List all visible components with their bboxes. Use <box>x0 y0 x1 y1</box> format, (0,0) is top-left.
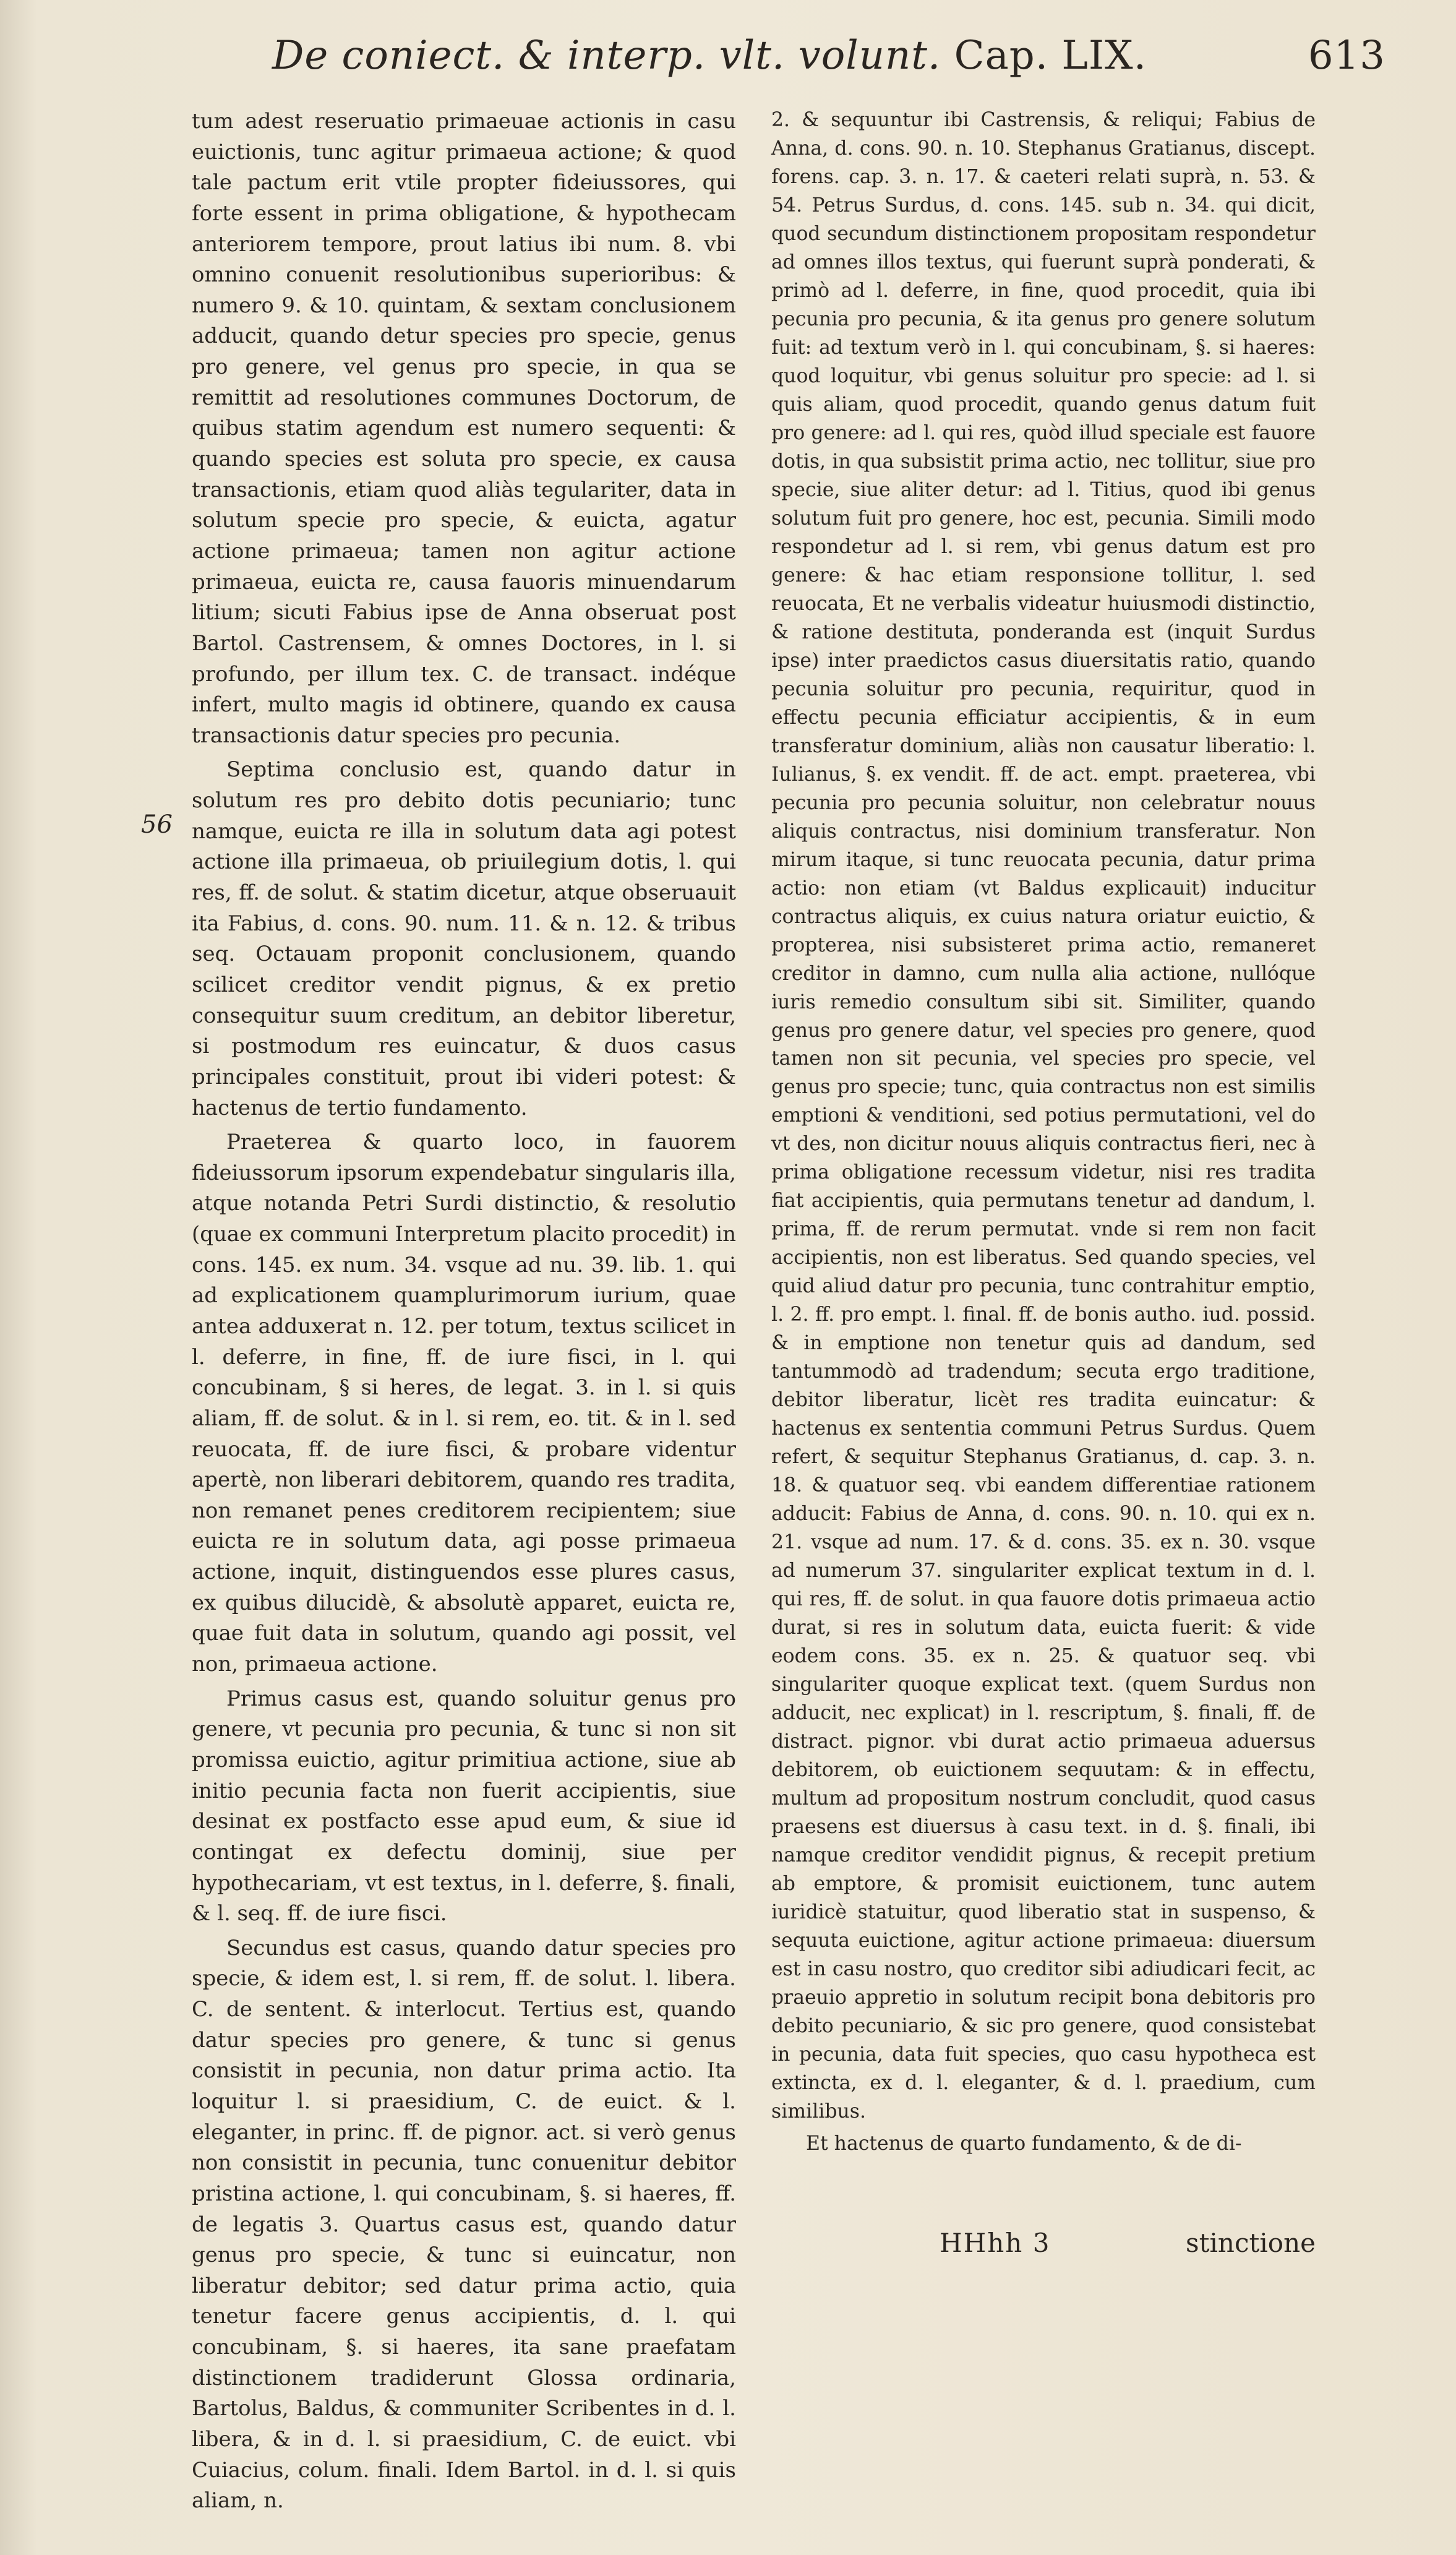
left-column <box>192 106 736 2520</box>
paragraph: Praeterea & quarto loco, in fauorem fideiussorum ipsorum expendebatur singularis illa, atque notanda Petri Surdi distinctio, & resolutio (quae ex communi Interpretum placito procedit) in cons. 145. ex num. 34. vsque ad nu. 39. lib. 1. qui ad explicationem quamplurimorum iurium, quae antea adduxerat n. 12. per totum, textus scilicet in l. deferre, in fine, ff. de iure fisci, in l. qui concubinam, § si heres, de legat. 3. in l. si quis aliam, ff. de solut. & in l. si rem, eo. tit. & in l. sed reuocata, ff. de iure fisci, & probare videntur apertè, non liberari debitorem, quando res tradita, non remanet penes creditorem recipientem; siue euicta re in solutum data, agi posse primaeua actione, inquit, distinguendos esse plures casus, ex quibus dilucidè, & absolutè apparet, euicta re, quae fuit data in solutum, quando agi possit, vel non, primaeua actione. <box>192 1130 736 1677</box>
header-title-text: De coniect. & interp. vlt. volunt. <box>272 33 941 79</box>
chapter-label: Cap. LIX. <box>954 33 1147 79</box>
paragraph: Et hactenus de quarto fundamento, & de di- <box>806 2132 1242 2155</box>
running-title <box>272 25 1147 87</box>
paragraph: 2. & sequuntur ibi Castrensis, & reliqui; Fabius de Anna, d. cons. 90. n. 10. Stephanus Gratianus, discept. forens. cap. 3. n. 17. & caeteri relati suprà, n. 53. & 54. Petrus Surdus, d. cons. 145. sub n. 34. qui dicit, quod secundum distinctionem propositam respondetur ad omnes illos textus, qui fuerunt suprà ponderati, & primò ad l. deferre, in fine, quod procedit, quia ibi pecunia pro pecunia, & ita genus pro genere solutum fuit: ad textum verò in l. qui concubinam, §. si haeres: quod loquitur, vbi genus soluitur pro specie: ad l. si quis aliam, quod procedit, quando genus datum fuit pro genere: ad l. qui res, quòd illud speciale est fauore dotis, in qua subsistit prima actio, nec tollitur, siue pro specie, siue aliter detur: ad l. Titius, quod ibi genus solutum fuit pro genere, hoc est, pecunia. Simili modo respondetur ad l. si rem, vbi genus datum est pro genere: & hac etiam responsione tollitur, l. sed reuocata, Et ne verbalis videatur huiusmodi distinctio, & ratione destituta, ponderanda est (inquit Surdus ipse) inter praedictos casus diuersitatis ratio, quando pecunia soluitur pro pecunia, requiritur, quod in effectu pecunia efficiatur accipientis, & in eum transferatur dominium, aliàs non causatur liberatio: l. Iulianus, §. ex vendit. ff. de act. empt. praeterea, vbi pecunia pro pecunia soluitur, non celebratur nouus aliquis contractus, nisi dominium transferatur. Non mirum itaque, si tunc reuocata pecunia, datur prima actio: non etiam (vt Baldus explicauit) inducitur contractus aliquis, ex cuius natura oriatur euictio, & propterea, nisi subsisteret prima actio, remaneret creditor in damno, cum nulla alia actione, nullóque iuris remedio consultum sibi sit. Similiter, quando genus pro genere datur, vel species pro genere, quod tamen non sit pecunia, vel species pro specie, vel genus pro specie; tunc, quia contractus non est similis emptioni & venditioni, sed potius permutationi, vel do vt des, non dicitur nouus aliquis contractus fieri, nec à prima obligatione recessum videtur, nisi res tradita fiat accipientis, quia permutans tenetur ad dandum, l. prima, ff. de rerum permutat. vnde si rem non facit accipientis, non est liberatus. Sed quando species, vel quid aliud datur pro pecunia, tunc contrahitur emptio, l. 2. ff. pro empt. l. final. ff. de bonis autho. iud. possid. & in emptione non tenetur quis ad dandum, sed tantummodò ad tradendum; secuta ergo traditione, debitor liberatur, licèt res tradita euincatur: & hactenus ex sententia communi Petrus Surdus. Quem refert, & sequitur Stephanus Gratianus, d. cap. 3. n. 18. & quatuor seq. vbi eandem differentiae rationem adducit: Fabius de Anna, d. cons. 90. n. 10. qui ex n. 21. vsque ad num. 17. & d. cons. 35. ex n. 30. vsque ad numerum 37. singulariter explicat textum in d. l. qui res, ff. de solut. in qua fauore dotis primaeua actio durat, si res in solutum data, euicta fuerit: & vide eodem cons. 35. ex n. 25. & quatuor seq. vbi singulariter quoque explicat text. (quem Surdus non adducit, nec explicat) in l. rescriptum, §. finali, ff. de distract. pignor. vbi durat actio primaeua aduersus debitorem, ob euictionem sequutam: & in effectu, multum ad propositum nostrum concludit, quod casus praesens est diuersus à casu text. in d. §. finali, ibi namque creditor vendidit pignus, & recepit pretium ab emptore, & promisit euictionem, tunc autem iuridicè statuitur, quod liberatio stat in suspenso, & sequuta euictione, agitur actione primaeua: diuersum est in casu nostro, quo creditor sibi adiudicari fecit, ac praeuio appretio in solutum recipit bona debitoris pro debito pecuniario, & sic pro genere, quod consistebat in pecunia, data fuit species, quo casu hypotheca est extincta, ex d. l. eleganter, & d. l. praedium, cum similibus. <box>771 109 1316 2123</box>
right-column <box>771 106 1316 2162</box>
signature-mark: HHhh 3 <box>940 2228 1051 2258</box>
running-header <box>272 25 1385 87</box>
paragraph: Septima conclusio est, quando datur in solutum res pro debito dotis pecuniario; tunc namque, euicta re illa in solutum data agi potest actione illa primaeua, ob priuilegium dotis, l. qui res, ff. de solut. & statim dicetur, atque obseruauit ita Fabius, d. cons. 90. num. 11. & n. 12. & tribus seq. Octauam proponit conclusionem, quando scilicet creditor vendit pignus, & ex pretio consequitur suum creditum, an debitor liberetur, si postmodum res euincatur, & duos casus principales constituit, prout ibi videri potest: & hactenus de tertio fundamento. <box>192 757 736 1120</box>
page-number: 613 <box>1308 33 1385 79</box>
paragraph: tum adest reseruatio primaeuae actionis in casu euictionis, tunc agitur primaeua actione; & quod tale pactum erit vtile propter fideiussores, qui forte essent in prima obligatione, & hypothecam anteriorem tempore, prout latius ibi num. 8. vbi omnino conuenit resolutionibus superioribus: & numero 9. & 10. quintam, & sextam conclusionem adducit, quando detur species pro specie, genus pro genere, vel genus pro specie, in qua se remittit ad resolutiones communes Doctorum, de quibus statim agendum est numero sequenti: & quando species est soluta pro specie, ex causa transactionis, etiam quod aliàs tegulariter, data in solutum specie pro specie, & euicta, agatur actione primaeua; tamen non agitur actione primaeua, euicta re, causa fauoris minuendarum litium; sicuti Fabius ipse de Anna obseruat post Bartol. Castrensem, & omnes Doctores, in l. si profundo, per illum tex. C. de transact. indéque infert, multo magis id obtinere, quando ex causa transactionis datur species pro pecunia. <box>192 109 736 748</box>
catchword: stinctione <box>1186 2228 1316 2258</box>
paragraph: Secundus est casus, quando datur species pro specie, & idem est, l. si rem, ff. de solut. l. libera. C. de sentent. & interlocut. Tertius est, quando datur species pro genere, & tunc si genus consistit in pecunia, non datur prima actio. Ita loquitur l. si praesidium, C. de euict. & l. eleganter, in princ. ff. de pignor. act. si verò genus non consistit in pecunia, tunc conuenitur debitor pristina actione, l. qui concubinam, §. si haeres, ff. de legatis 3. Quartus casus est, quando datur genus pro specie, & tunc si euincatur, non liberatur debitor; sed datur prima actio, quia tenetur facere genus accipientis, d. l. qui concubinam, §. si haeres, ita sane praefatam distinctionem tradiderunt Glossa ordinaria, Bartolus, Baldus, & communiter Scribentes in d. l. libera, & in d. l. si praesidium, C. de euict. vbi Cuiacius, colum. finali. Idem Bartol. in d. l. si quis aliam, n. <box>192 1935 736 2514</box>
margin-note-number: 56 <box>141 810 173 839</box>
paragraph: Primus casus est, quando soluitur genus pro genere, vt pecunia pro pecunia, & tunc si non sit promissa euictio, agitur primitiua actione, siue ab initio pecunia facta non fuerit accipientis, siue desinat ex postfacto esse apud eum, & siue id contingat ex defectu dominij, siue per hypothecariam, vt est textus, in l. deferre, §. finali, & l. seq. ff. de iure fisci. <box>192 1686 736 1926</box>
